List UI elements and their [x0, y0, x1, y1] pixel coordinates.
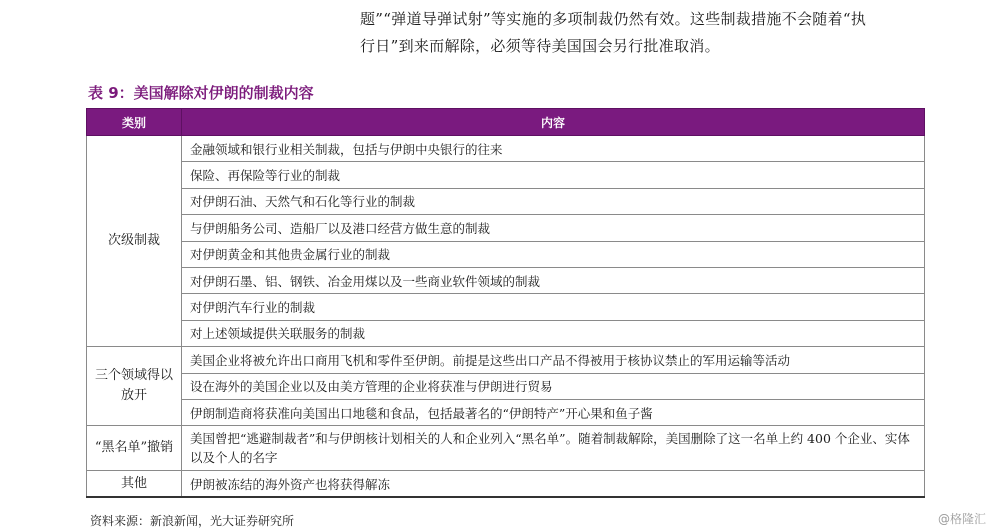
- content-cell: 保险、再保险等行业的制裁: [182, 162, 925, 188]
- table-row: [87, 399, 925, 425]
- source-note: 资料来源：新浪新闻，光大证券研究所: [90, 514, 295, 528]
- category-cell: 次级制裁: [87, 136, 182, 347]
- intro-paragraph: [360, 6, 960, 60]
- content-cell: 对上述领域提供关联服务的制裁: [182, 320, 925, 346]
- intro-line-2: 行日”到来而解除，必须等待美国国会另行批准取消。: [360, 37, 720, 55]
- category-cell: “黑名单”撤销: [87, 426, 182, 471]
- content-cell: 设在海外的美国企业以及由美方管理的企业将获准与伊朗进行贸易: [182, 373, 925, 399]
- content-cell: 美国企业将被允许出口商用飞机和零件至伊朗。前提是这些出口产品不得被用于核协议禁止的军用运输等活动: [182, 347, 925, 373]
- content-cell: 对伊朗汽车行业的制裁: [182, 294, 925, 320]
- table-row: [87, 294, 925, 320]
- content-cell: 与伊朗船务公司、造船厂以及港口经营方做生意的制裁: [182, 215, 925, 241]
- table-row: [87, 188, 925, 214]
- content-cell: 金融领域和银行业相关制裁，包括与伊朗中央银行的往来: [182, 136, 925, 162]
- content-cell: 对伊朗黄金和其他贵金属行业的制裁: [182, 241, 925, 267]
- table-row: [87, 162, 925, 188]
- table-row: [87, 347, 925, 373]
- table-row: [87, 373, 925, 399]
- header-category: 类别: [87, 109, 182, 136]
- table-row: [87, 215, 925, 241]
- header-content: 内容: [182, 109, 925, 136]
- content-cell: 美国曾把“逃避制裁者”和与伊朗核计划相关的人和企业列入“黑名单”。随着制裁解除，美国删除了这一名单上约 400 个企业、实体以及个人的名字: [182, 426, 925, 471]
- content-cell: 伊朗被冻结的海外资产也将获得解冻: [182, 471, 925, 497]
- watermark: @格隆汇: [937, 512, 986, 526]
- intro-line-1: 题”“弹道导弹试射”等实施的多项制裁仍然有效。这些制裁措施不会随着“执: [360, 10, 867, 28]
- content-cell: 对伊朗石油、天然气和石化等行业的制裁: [182, 188, 925, 214]
- table-row: [87, 267, 925, 293]
- table-row: [87, 320, 925, 346]
- sanctions-table: [86, 108, 925, 498]
- category-cell: 其他: [87, 471, 182, 497]
- table-row: [87, 471, 925, 497]
- table-row: [87, 241, 925, 267]
- content-cell: 伊朗制造商将获准向美国出口地毯和食品，包括最著名的“伊朗特产”开心果和鱼子酱: [182, 399, 925, 425]
- table-row: [87, 136, 925, 162]
- table-title: 表 9：美国解除对伊朗的制裁内容: [88, 84, 314, 102]
- category-cell: 三个领域得以放开: [87, 347, 182, 426]
- content-cell: 对伊朗石墨、铝、钢铁、冶金用煤以及一些商业软件领域的制裁: [182, 267, 925, 293]
- table-header-row: [87, 109, 925, 136]
- table-row: [87, 426, 925, 471]
